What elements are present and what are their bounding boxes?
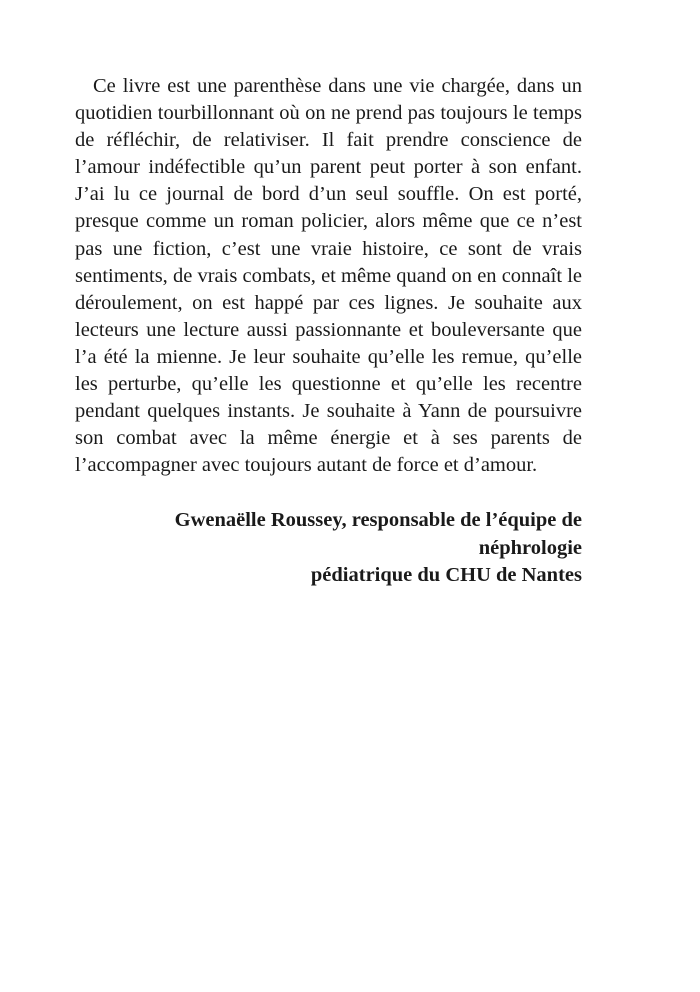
signature-line-1: Gwenaëlle Roussey, responsable de l’équipe de néphrologie xyxy=(174,509,582,559)
signature xyxy=(75,507,582,589)
body-paragraph: Ce livre est une parenthèse dans une vie chargée, dans un quotidien tourbillonnant où on ne prend pas toujours le temps de réfléchir, de relativiser. Il fait prendre conscience de l’amour indéfectible qu’un parent peut porter à son enfant. J’ai lu ce journal de bord d’un seul souffle. On est porté, presque comme un roman policier, alors même que ce n’est pas une fiction, c’est une vraie histoire, ce sont de vrais sentiments, de vrais combats, et même quand on en connaît le déroulement, on est happé par ces lignes. Je souhaite aux lecteurs une lecture aussi passionnante et bouleversante que l’a été la mienne. Je leur souhaite qu’elle les remue, qu’elle les perturbe, qu’elle les questionne et qu’elle les recentre pendant quelques instants. Je souhaite à Yann de poursuivre son combat avec la même énergie et à ses parents de l’accompagner avec toujours autant de force et d’amour. xyxy=(75,75,582,477)
signature-line-2: pédiatrique du CHU de Nantes xyxy=(310,564,582,586)
text-block xyxy=(75,73,582,589)
